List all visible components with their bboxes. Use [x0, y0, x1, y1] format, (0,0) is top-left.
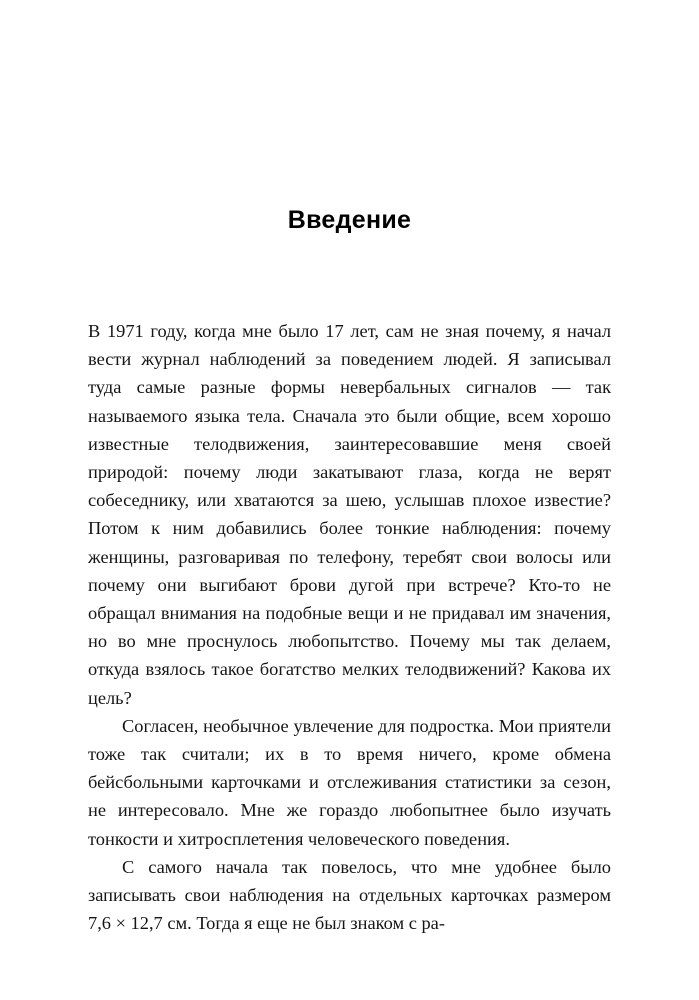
paragraph: С самого начала так повелось, что мне удобнее было записывать свои наблюдения на отдельных карточках размером 7,6 × 12,7 см. Тогда я еще не был знаком с ра- [88, 856, 611, 934]
paragraph: В 1971 году, когда мне было 17 лет, сам не зная почему, я начал вести журнал наблюдений за поведением людей. Я записывал туда самые разные формы невербальных сигналов — так называемого языка тела. Сначала это были общие, всем хорошо известные телодвижения, заинтересовавшие меня своей природой: почему люди закатывают глаза, когда не верят собеседнику, или хватаются за шею, услышав плохое известие? Потом к ним добавились более тонкие наблюдения: почему женщины, разговаривая по телефону, теребят свои волосы или почему они выгибают брови дугой при встрече? Кто-то не обращал внимания на подобные вещи и не придавал им значения, но во мне проснулось любопытство. Почему мы так делаем, откуда взялось такое богатство мелких телодвижений? Какова их цель? [88, 321, 611, 708]
body-text [88, 317, 611, 937]
paragraph: Согласен, необычное увлечение для подростка. Мои приятели тоже так считали; их в то время ничего, кроме обмена бейсбольными карточками и отслеживания статистики за сезон, не интересовало. Мне же гораздо любопытнее было изучать тонкости и хитросплетения человеческого поведения. [88, 715, 611, 849]
page-title: Введение [287, 206, 412, 234]
